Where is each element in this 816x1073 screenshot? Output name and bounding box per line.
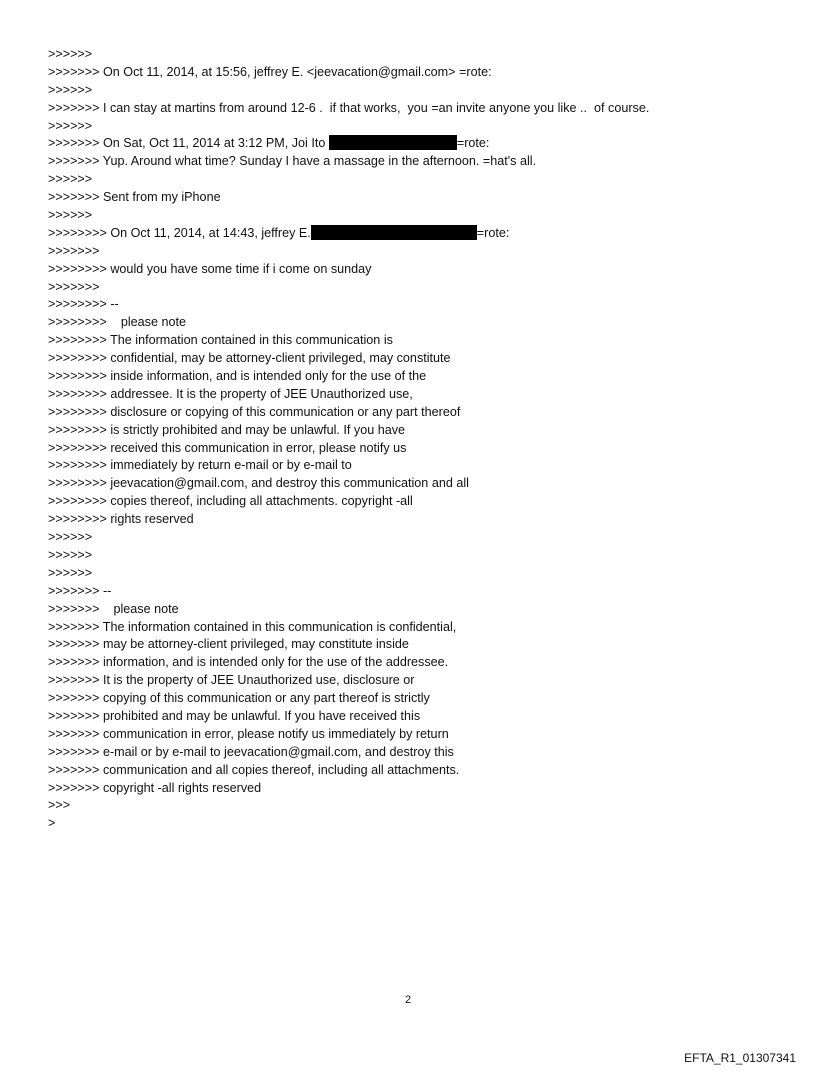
email-line xyxy=(48,690,649,708)
email-line-text: >>>>>> xyxy=(48,530,93,545)
email-line xyxy=(48,726,649,744)
email-line xyxy=(48,207,649,225)
email-line xyxy=(48,601,649,619)
email-line-text: >>>>>>> information, and is intended only for the use of the addressee. xyxy=(48,655,449,670)
email-line-text: >>>>>> xyxy=(48,47,93,61)
email-line xyxy=(48,118,649,136)
email-line-text: >>>>>>> I can stay at martins from around 12-6 . if that works, you =an invite anyone you like .. of course. xyxy=(48,100,650,115)
email-line xyxy=(48,314,649,332)
email-line xyxy=(48,350,649,368)
email-line-text: >>>>>>>> inside information, and is intended only for the use of the xyxy=(48,369,427,384)
email-body xyxy=(48,46,649,833)
email-line xyxy=(48,440,649,458)
email-line-text: >>>>>>> On Oct 11, 2014, at 15:56, jeffrey E. <jeevacation@gmail.com> =rote: xyxy=(48,64,492,79)
email-line xyxy=(48,171,649,189)
email-line xyxy=(48,296,649,314)
email-line-text: >>>>>> xyxy=(48,118,93,133)
email-line-text: >>>>>>>> please note xyxy=(48,315,186,330)
email-line-text: >>>>>>> On Sat, Oct 11, 2014 at 3:12 PM, Joi Ito xyxy=(48,136,329,151)
email-line-text: >>>>>>> prohibited and may be unlawful. If you have received this xyxy=(48,708,421,723)
email-line xyxy=(48,332,649,350)
email-line-text: >>>>>>>> is strictly prohibited and may be unlawful. If you have xyxy=(48,422,406,437)
email-line-text: >>>>>>> may be attorney-client privileged, may constitute inside xyxy=(48,637,409,652)
email-line-text: >>>>>> xyxy=(48,82,93,97)
email-line-text: >>>>>>> Sent from my iPhone xyxy=(48,190,221,205)
email-line xyxy=(48,225,649,243)
redaction-block xyxy=(329,135,457,150)
email-line-text: >>>>>>>> copies thereof, including all attachments. copyright -all xyxy=(48,494,413,509)
email-line xyxy=(48,511,649,529)
email-line xyxy=(48,422,649,440)
email-line-text: >>>>>>>> disclosure or copying of this communication or any part thereof xyxy=(48,404,461,419)
email-line-text: >>>>>>> e-mail or by e-mail to jeevacation@gmail.com, and destroy this xyxy=(48,744,454,759)
email-line xyxy=(48,529,649,547)
email-line xyxy=(48,243,649,261)
email-line xyxy=(48,762,649,780)
email-line xyxy=(48,780,649,798)
email-line-text: > xyxy=(48,816,56,831)
page-number: 2 xyxy=(404,994,412,1006)
email-line xyxy=(48,583,649,601)
email-line-text: >>>>>>> xyxy=(48,279,100,294)
email-line xyxy=(48,672,649,690)
email-line-text: >>>>>> xyxy=(48,172,93,187)
email-line xyxy=(48,815,649,833)
email-line-text: >>>>>>>> jeevacation@gmail.com, and destroy this communication and all xyxy=(48,476,469,491)
email-line xyxy=(48,654,649,672)
email-line-text: >>>>>> xyxy=(48,547,93,562)
email-line xyxy=(48,565,649,583)
email-line xyxy=(48,368,649,386)
email-line-text: >>>>>>> It is the property of JEE Unauthorized use, disclosure or xyxy=(48,673,415,688)
email-line-text: >>>>>>>> would you have some time if i come on sunday xyxy=(48,261,372,276)
email-line xyxy=(48,547,649,565)
email-line xyxy=(48,100,649,118)
email-line xyxy=(48,457,649,475)
email-line-text: >>>>>> xyxy=(48,565,93,580)
email-line-text: >>>>>>> Yup. Around what time? Sunday I have a massage in the afternoon. =hat's all. xyxy=(48,154,537,169)
email-line-text: >>>>>>> The information contained in this communication is confidential, xyxy=(48,619,457,634)
email-line-text: >>>>>>> xyxy=(48,243,100,258)
email-line xyxy=(48,189,649,207)
email-line xyxy=(48,386,649,404)
email-line-text: >>>>>>> copying of this communication or any part thereof is strictly xyxy=(48,691,430,706)
email-line-text: >>>>>>>> received this communication in error, please notify us xyxy=(48,440,407,455)
email-line-text: >>> xyxy=(48,798,71,813)
email-line xyxy=(48,493,649,511)
email-line-text: >>>>>>> communication in error, please notify us immediately by return xyxy=(48,726,449,741)
email-line-text: >>>>>>>> confidential, may be attorney-client privileged, may constitute xyxy=(48,351,451,366)
email-line-text: >>>>>> xyxy=(48,208,93,223)
email-line xyxy=(48,153,649,171)
email-line-text: >>>>>>> copyright -all rights reserved xyxy=(48,780,262,795)
email-line xyxy=(48,708,649,726)
email-line xyxy=(48,475,649,493)
email-line-text: >>>>>>>> On Oct 11, 2014, at 14:43, jeffrey E. xyxy=(48,225,311,240)
email-line-text: >>>>>>>> addressee. It is the property of JEE Unauthorized use, xyxy=(48,386,413,401)
email-line xyxy=(48,744,649,762)
email-line-text: >>>>>>>> immediately by return e-mail or by e-mail to xyxy=(48,458,352,473)
email-line xyxy=(48,619,649,637)
document-id: EFTA_R1_01307341 xyxy=(684,1051,796,1065)
email-line-text: >>>>>>>> -- xyxy=(48,297,119,312)
email-line xyxy=(48,279,649,297)
redaction-block xyxy=(311,225,477,240)
email-line xyxy=(48,82,649,100)
email-line-text: >>>>>>> please note xyxy=(48,601,179,616)
email-line-text: >>>>>>>> The information contained in this communication is xyxy=(48,333,393,348)
email-line-text-after-redaction: =rote: xyxy=(476,225,510,240)
email-line xyxy=(48,404,649,422)
email-line xyxy=(48,261,649,279)
email-line xyxy=(48,46,649,64)
email-line-text: >>>>>>>> rights reserved xyxy=(48,512,194,527)
email-line-text: >>>>>>> communication and all copies thereof, including all attachments. xyxy=(48,762,460,777)
email-line xyxy=(48,636,649,654)
email-line-text: >>>>>>> -- xyxy=(48,583,112,598)
email-line xyxy=(48,797,649,815)
email-line xyxy=(48,135,649,153)
email-line-text-after-redaction: =rote: xyxy=(456,136,490,151)
email-line xyxy=(48,64,649,82)
